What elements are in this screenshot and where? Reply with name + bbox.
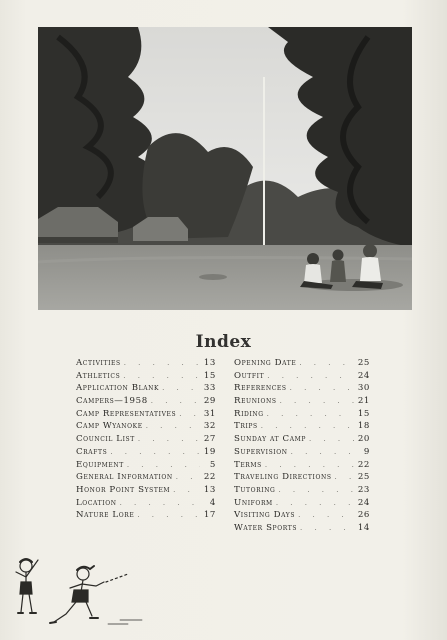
index-entry [234,382,370,395]
leader-dots [146,420,200,433]
index-entry [76,420,216,433]
leader-dots [120,497,200,510]
index-entry-page: 27 [203,434,216,445]
index-entry-page: 15 [357,408,370,419]
index-entry [234,471,370,484]
index-title: Index [195,332,252,352]
index-entry [234,370,370,383]
leader-dots [299,357,354,370]
index-entry-name: References [234,383,287,394]
index-entry-page: 29 [203,396,216,407]
index-entry-name: Terms [234,459,262,470]
index-right-column [234,357,370,535]
index-entry-page: 4 [209,497,216,508]
index-entry-name: Camp Representatives [76,408,177,419]
leader-dots [110,446,200,459]
index-entry [234,408,370,421]
camp-photo-illustration [38,27,412,310]
index-entry-name: Honor Point System [76,484,171,495]
index-entry-page: 19 [203,446,216,457]
index-entry-name: Uniform [234,497,273,508]
index-entry-page: 13 [203,358,216,368]
index-entry-page: 25 [357,358,370,368]
leader-dots [162,382,200,395]
index-entry [76,446,216,459]
index-entry-page: 33 [203,383,216,394]
index-entry [76,408,216,421]
index-entry-name: Application Blank [76,383,160,394]
leader-dots [276,497,354,510]
index-entry-name: Activities [76,358,121,368]
index-entry-name: General Information [76,472,173,483]
index-entry [234,522,370,535]
leader-dots [309,433,354,446]
index-entry-page: 23 [357,484,370,495]
index-entry-name: Council List [76,434,135,445]
index-entry-page: 14 [357,522,370,533]
index-entry-name: Campers—1958 [76,396,148,407]
index-entry-name: Traveling Directions [234,472,332,483]
index-entry [234,509,370,522]
leader-dots [127,459,200,472]
index-entry [234,395,370,408]
leader-dots [138,433,200,446]
leader-dots [267,370,354,383]
index-entry-name: Trips [234,421,258,432]
leader-dots [176,471,200,484]
index-entry-name: Camp Wyanoke [76,421,143,432]
index-entry-name: Equipment [76,459,124,470]
leader-dots [267,408,354,421]
index-entry-page: 17 [203,510,216,521]
leader-dots [261,420,354,433]
index-entry [76,370,216,383]
index-entry [234,433,370,446]
index-entry-page: 31 [203,408,216,419]
index-entry [76,509,216,522]
index-entry-name: Outfit [234,370,265,381]
index-entry-name: Sunday at Camp [234,434,307,445]
index-entry-page: 24 [357,370,370,381]
index-entry [76,497,216,510]
index-entry-name: Water Sports [234,522,298,533]
index-entry [234,497,370,510]
leader-dots [151,395,200,408]
index-entry-name: Tutoring [234,484,276,495]
index-entry-name: Location [76,497,117,508]
index-entry [76,471,216,484]
index-entry-page: 26 [357,510,370,521]
camp-grounds-photo [38,27,412,310]
leader-dots [280,395,354,408]
leader-dots [291,446,354,459]
index-entry [76,382,216,395]
index-entry-page: 13 [203,484,216,495]
leader-dots [265,459,354,472]
index-entry-name: Reunions [234,396,277,407]
index-entry-page: 30 [357,383,370,394]
leader-dots [124,357,200,370]
index-entry-page: 15 [203,370,216,381]
index-entry [234,420,370,433]
index-entry-name: Crafts [76,446,108,457]
index-entry-page: 22 [357,459,370,470]
index-entry [76,357,216,370]
index-entry [76,484,216,497]
index-entry-name: Visiting Days [234,510,296,521]
index-entry-page: 9 [363,446,370,457]
index-entry-name: Athletics [76,370,121,381]
index-entry [234,357,370,370]
leader-dots [278,484,354,497]
index-entry-page: 24 [357,497,370,508]
index-entry [234,484,370,497]
leader-dots [298,509,354,522]
index-entry-name: Riding [234,408,264,419]
leader-dots [137,509,200,522]
index-entry-page: 32 [203,421,216,432]
index-entry [234,446,370,459]
index-entry-page: 25 [357,472,370,483]
index-left-column [76,357,216,522]
index-entry [76,395,216,408]
index-entry-name: Opening Date [234,358,297,368]
index-entry-page: 20 [357,434,370,445]
leader-dots [179,408,200,421]
index-entry-name: Supervision [234,446,288,457]
playing-children-illustration [8,552,158,632]
leader-dots [335,471,354,484]
index-entry [76,433,216,446]
index-entry-page: 22 [203,472,216,483]
leader-dots [300,522,354,535]
leader-dots [173,484,200,497]
leader-dots [290,382,354,395]
leader-dots [123,370,200,383]
index-entry-page: 5 [209,459,216,470]
index-entry-page: 21 [357,396,370,407]
index-entry-name: Nature Lore [76,510,135,521]
index-entry [234,459,370,472]
index-entry [76,459,216,472]
index-entry-page: 18 [357,421,370,432]
